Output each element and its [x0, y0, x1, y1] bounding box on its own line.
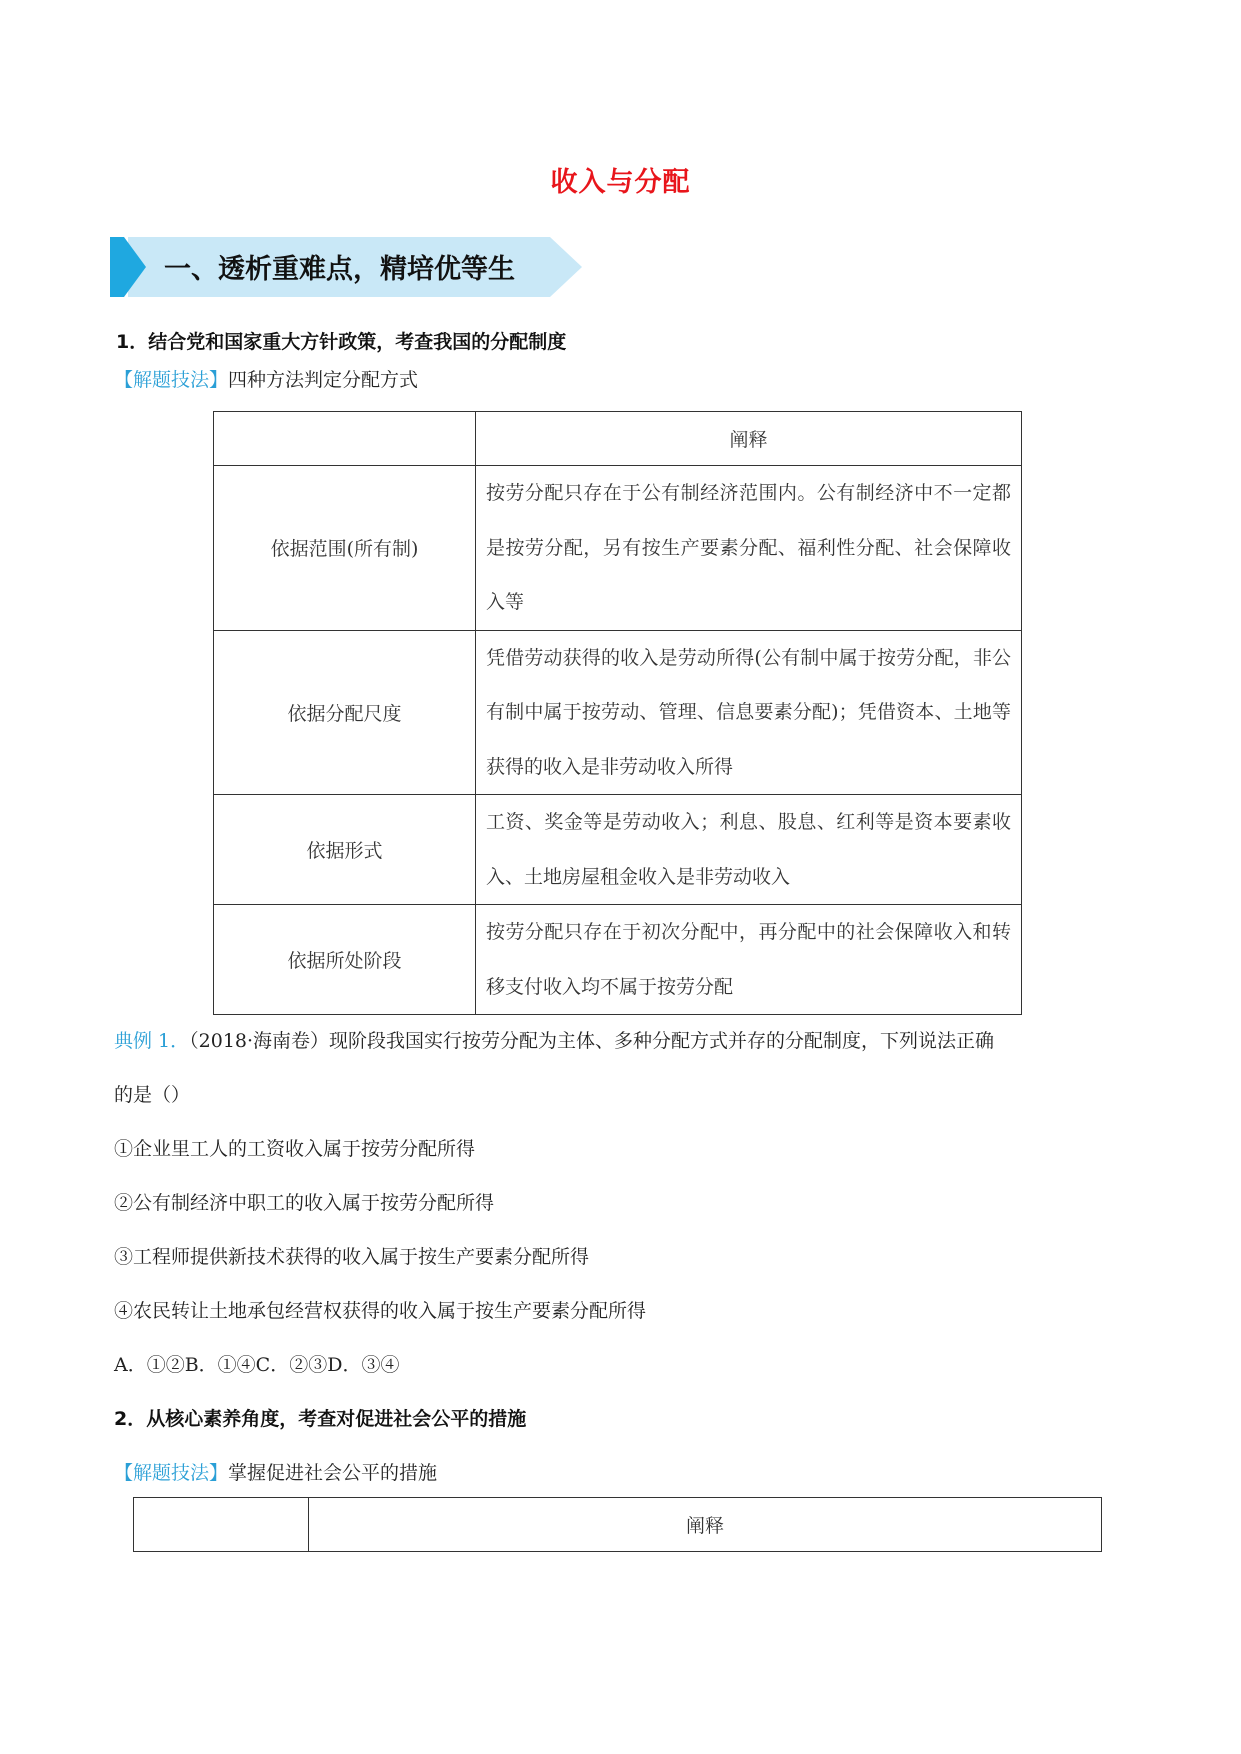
table-header-row [214, 412, 1022, 466]
page-title: 收入与分配 [550, 167, 691, 198]
distribution-table [213, 411, 1022, 1015]
tip-text: 掌握促进社会公平的措施 [228, 1462, 438, 1484]
example-option: ②公有制经济中职工的收入属于按劳分配所得 [114, 1192, 495, 1214]
table-header-explain: 阐释 [309, 1498, 1102, 1552]
banner-title: 一、透析重难点，精培优等生 [164, 254, 515, 285]
section1-tip [114, 365, 418, 392]
example-option: ④农民转让土地承包经营权获得的收入属于按生产要素分配所得 [114, 1300, 647, 1322]
row-text: 工资、奖金等是劳动收入；利息、股息、红利等是资本要素收入、土地房屋租金收入是非劳动收入 [476, 795, 1022, 905]
row-label: 依据范围(所有制) [214, 466, 476, 631]
section2-heading: 2．从核心素养角度，考查对促进社会公平的措施 [114, 1408, 527, 1430]
example-line2: 的是（） [114, 1084, 191, 1106]
example-option: ①企业里工人的工资收入属于按劳分配所得 [114, 1138, 476, 1160]
row-label: 依据分配尺度 [214, 630, 476, 795]
row-text: 按劳分配只存在于公有制经济范围内。公有制经济中不一定都是按劳分配，另有按生产要素分配、福利性分配、社会保障收入等 [476, 466, 1022, 631]
table-row [214, 630, 1022, 795]
tip-label: 【解题技法】 [114, 369, 229, 391]
table-row [214, 905, 1022, 1015]
example-label: 典例 1． [114, 1030, 190, 1052]
tip-text: 四种方法判定分配方式 [228, 369, 419, 391]
example-question: （2018·海南卷）现阶段我国实行按劳分配为主体、多种分配方式并存的分配制度，下列说法正确 [189, 1030, 995, 1052]
fairness-table [133, 1497, 1102, 1552]
row-label: 依据形式 [214, 795, 476, 905]
example-choices: A．①②B．①④C．②③D．③④ [114, 1354, 400, 1376]
example-line1 [114, 1026, 994, 1053]
table-header-row [134, 1498, 1102, 1552]
table-row [214, 795, 1022, 905]
section1-heading: 1．结合党和国家重大方针政策，考查我国的分配制度 [116, 331, 567, 353]
row-text: 按劳分配只存在于初次分配中，再分配中的社会保障收入和转移支付收入均不属于按劳分配 [476, 905, 1022, 1015]
section2-tip [114, 1458, 437, 1485]
section-banner [110, 237, 590, 297]
table-row [214, 466, 1022, 631]
table-header-explain: 阐释 [476, 412, 1022, 466]
table-header-empty [214, 412, 476, 466]
table-header-empty [134, 1498, 309, 1552]
row-text: 凭借劳动获得的收入是劳动所得(公有制中属于按劳分配，非公有制中属于按劳动、管理、信息要素分配)；凭借资本、土地等获得的收入是非劳动收入所得 [476, 630, 1022, 795]
row-label: 依据所处阶段 [214, 905, 476, 1015]
example-option: ③工程师提供新技术获得的收入属于按生产要素分配所得 [114, 1246, 590, 1268]
tip-label: 【解题技法】 [114, 1462, 229, 1484]
